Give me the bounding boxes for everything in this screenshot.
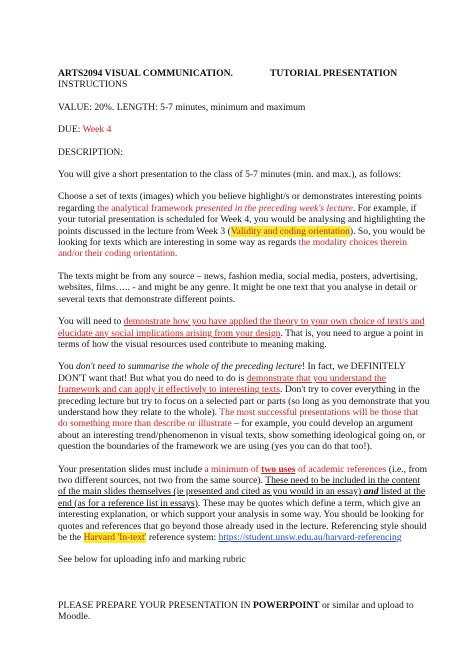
due-label: DUE: [58,124,83,136]
final-text: PLEASE PREPARE YOUR PRESENTATION IN [58,599,253,611]
p5-text: Your presentation slides must include [58,463,205,475]
document-page [58,68,430,623]
value-length-line: VALUE: 20%. LENGTH: 5-7 minutes, minimum and maximum [58,101,306,113]
texts-choice-paragraph [58,191,430,259]
due-line [58,124,430,135]
p4-text: You [58,361,76,373]
summary-paragraph [58,361,430,452]
document-header [58,68,430,79]
p5-text-4: reference system: [146,532,219,543]
intro-paragraph: You will give a short presentation to the class of 5-7 minutes (min. and max.), as follows: [58,169,402,181]
assessment-title: TUTORIAL PRESENTATION [270,68,398,79]
p3-demonstrate-theory: demonstrate how you have applied the theory to your own choice of text/s and elucidate any social implications arising from your design [58,316,425,339]
p5-harvard-highlight: Harvard 'In-text' [83,532,147,543]
p4-text-2: ! In fact, we DEFINITELY DON'T want that! But what you do need to do is [58,361,406,384]
due-value: Week 4 [82,124,112,136]
p1-preceding-lecture: presented in the preceding week's lecture [195,202,353,214]
p5-minimum: a minimum of [204,463,262,475]
p5-listed-at-end: listed at the end (as for a reference list in essays) [58,486,426,509]
p1-modality-choices: the modality choices therein and/or their coding orientation. [58,237,408,260]
final-text-2: or similar and upload to Moodle. [58,599,414,623]
p3-text: You will need to [58,316,124,328]
p5-text-3: . These may be quotes which define a term, which give an interesting explanation, or which support your analysis in some way. You should be looking for quotes and references that go beyond those already used in the lecture. Referencing style should be the [58,497,427,543]
p4-demonstrate-framework: demonstrate that you understand the framework and can apply it effectively to interesting texts [58,372,386,396]
final-instruction [58,600,430,623]
p5-included-in-content: These need to be included in the content of the main slides themselves (ie presented and cited as you would in an essay) [58,474,420,498]
instructions-heading: INSTRUCTIONS [58,79,128,91]
p4-text-4: – for example, you could develop an argument about an interesting trend/phenomenon in visual texts, show something ideological going on, or question the boundaries of the framework we are using (yes you can do that too!). [58,418,426,453]
p5-and: and [361,486,379,498]
p5-two-uses: two uses [261,463,296,475]
p5-academic-references: of academic references [295,463,387,475]
final-powerpoint: POWERPOINT [252,599,320,611]
p1-analytical-framework: the analytical framework [97,202,196,214]
references-paragraph [58,464,430,544]
theory-paragraph [58,316,430,350]
see-below-line: See below for uploading info and marking rubric [58,554,246,566]
p4-successful-presentations: The most successful presentations will be those that do something more than describe or illustrate [58,406,419,430]
p5-text-2: (i.e., from two different sources, not two from the same source). [58,463,428,486]
p1-validity-highlight: Validity and coding orientation [230,225,350,237]
p1-text-3: ). So, you would be looking for texts which are interesting in some way as regards [58,225,426,249]
course-title: ARTS2094 VISUAL COMMUNICATION. [58,68,233,79]
texts-source-paragraph: The texts might be from any source – news, fashion media, social media, posters, advertising, websites, films….. - and might be any genre. It might be one text that you analyse in detail or several texts that demonstrate different points. [58,270,418,305]
p4-text-3: . Don't try to cover everything in the preceding lecture but try to focus on a selected part or parts (so long as you demonstrate that you understand how they relate to the whole). [58,384,430,418]
harvard-referencing-link[interactable]: https://student.unsw.edu.au/harvard-referencing [218,532,402,543]
p3-text-2: . That is, you need to argue a point in terms of how the visual resources used contribute to meaning making. [58,327,424,350]
p4-dont-summarise: don't need to summarise the whole of the preceding lecture [75,361,302,373]
description-heading: DESCRIPTION: [58,146,124,158]
p1-text-2: . For example, if your tutorial presentation is scheduled for Week 4, you would be analysing and highlighting the points discussed in the lecture from Week 3 ( [58,202,426,237]
p1-text: Choose a set of texts (images) which you believe highlight/s or demonstrates interesting points regarding [58,191,422,214]
